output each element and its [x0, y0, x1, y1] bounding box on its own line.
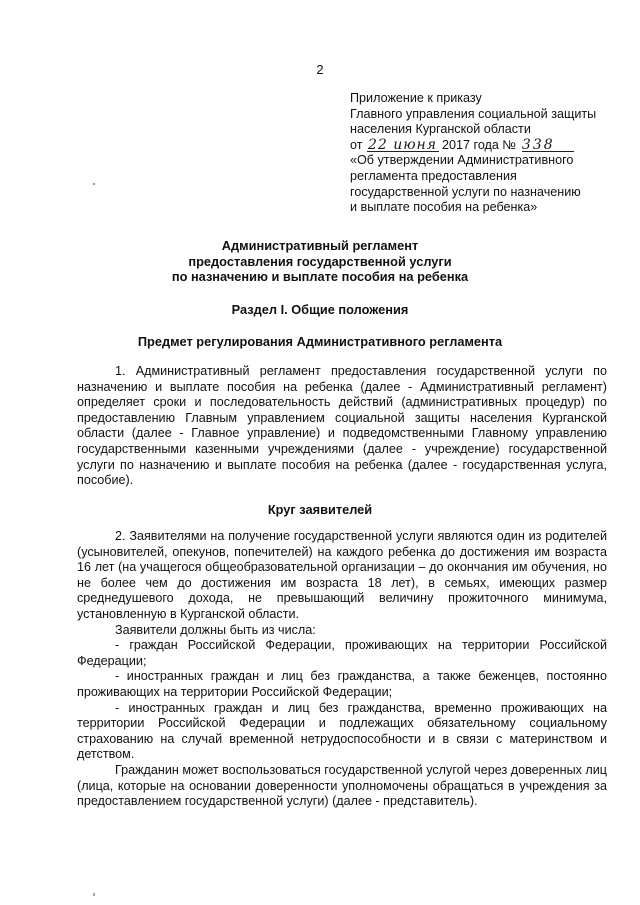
appendix-date-line [350, 138, 620, 154]
applicants-list-item: - иностранных граждан и лиц без гражданства, временно проживающих на территории Российской Федерации и подлежащих обязательному социальному страхованию на случай временной нетрудоспособности и в связи с материнством и детством. [77, 700, 607, 762]
appendix-line: населения Курганской области [350, 122, 531, 137]
applicants-list-item: - граждан Российской Федерации, проживающих на территории Российской Федерации; [77, 638, 607, 668]
page-number: 2 [316, 62, 324, 77]
paragraph-1: 1. Административный регламент предоставления государственной услуги по назначению и выплате пособия на ребенка (далее - Административный регламент) определяет сроки и последовательность действий (административных процедур) по предоставлению Главным управлением социальной защиты населения Курганской области (далее - Главное управление) и подведомственными Главному управлению государственными казенными учреждениями (далее - учреждение) государственной услуги по назначению и выплате пособия на ребенка (далее - государственная услуга, пособие). [77, 364, 607, 488]
applicants-heading: Круг заявителей [267, 502, 373, 517]
title-line: предоставления государственной услуги [188, 253, 452, 269]
paragraph-representative: Гражданин может воспользоваться государственной услугой через доверенных лиц (лица, которые на основании доверенности уполномочены обращаться в учреждения за предоставлением государственной услуги) (далее - представитель). [77, 762, 608, 809]
scan-speck [93, 893, 95, 896]
date-prefix: от [350, 137, 363, 152]
appendix-line: Главного управления социальной защиты [350, 106, 597, 121]
appendix-line: «Об утверждении Административного [350, 153, 574, 168]
appendix-line: Приложение к приказу [350, 91, 482, 105]
paragraph-1-block [77, 364, 607, 489]
handwritten-number: 338 [522, 139, 574, 152]
subject-heading: Предмет регулирования Административного регламента [137, 334, 503, 349]
applicants-list-item: - иностранных граждан и лиц без гражданства, а также беженцев, постоянно проживающих на территории Российской Федерации; [77, 669, 607, 699]
appendix-line: государственной услуги по назначению [350, 184, 581, 199]
appendix-block [350, 91, 620, 216]
document-title [0, 238, 640, 285]
applicants-block [77, 529, 607, 810]
appendix-line: регламента предоставления [350, 168, 517, 183]
paragraph-2: 2. Заявителями на получение государственной услуги являются один из родителей (усыновителей, опекунов, попечителей) на каждого ребенка до достижения им возраста 16 лет (на учащегося общеобразовательной организации – до окончания им обучения, но не более чем до достижения им возраста 18 лет), в семьях, имеющих размер среднедушевого дохода, не превышающий величину прожиточного минимума, установленную в Курганской области. [77, 529, 607, 621]
title-line: Административный регламент [221, 238, 419, 253]
section-title: Раздел I. Общие положения [231, 302, 409, 317]
applicants-intro: Заявители должны быть из числа: [115, 622, 316, 637]
date-suffix: 2017 года № [442, 137, 516, 152]
appendix-line: и выплате пособия на ребенка» [350, 200, 538, 215]
title-line: по назначению и выплате пособия на ребенка [171, 269, 469, 285]
handwritten-date: 22 июня [367, 136, 438, 153]
scan-speck [93, 183, 95, 185]
